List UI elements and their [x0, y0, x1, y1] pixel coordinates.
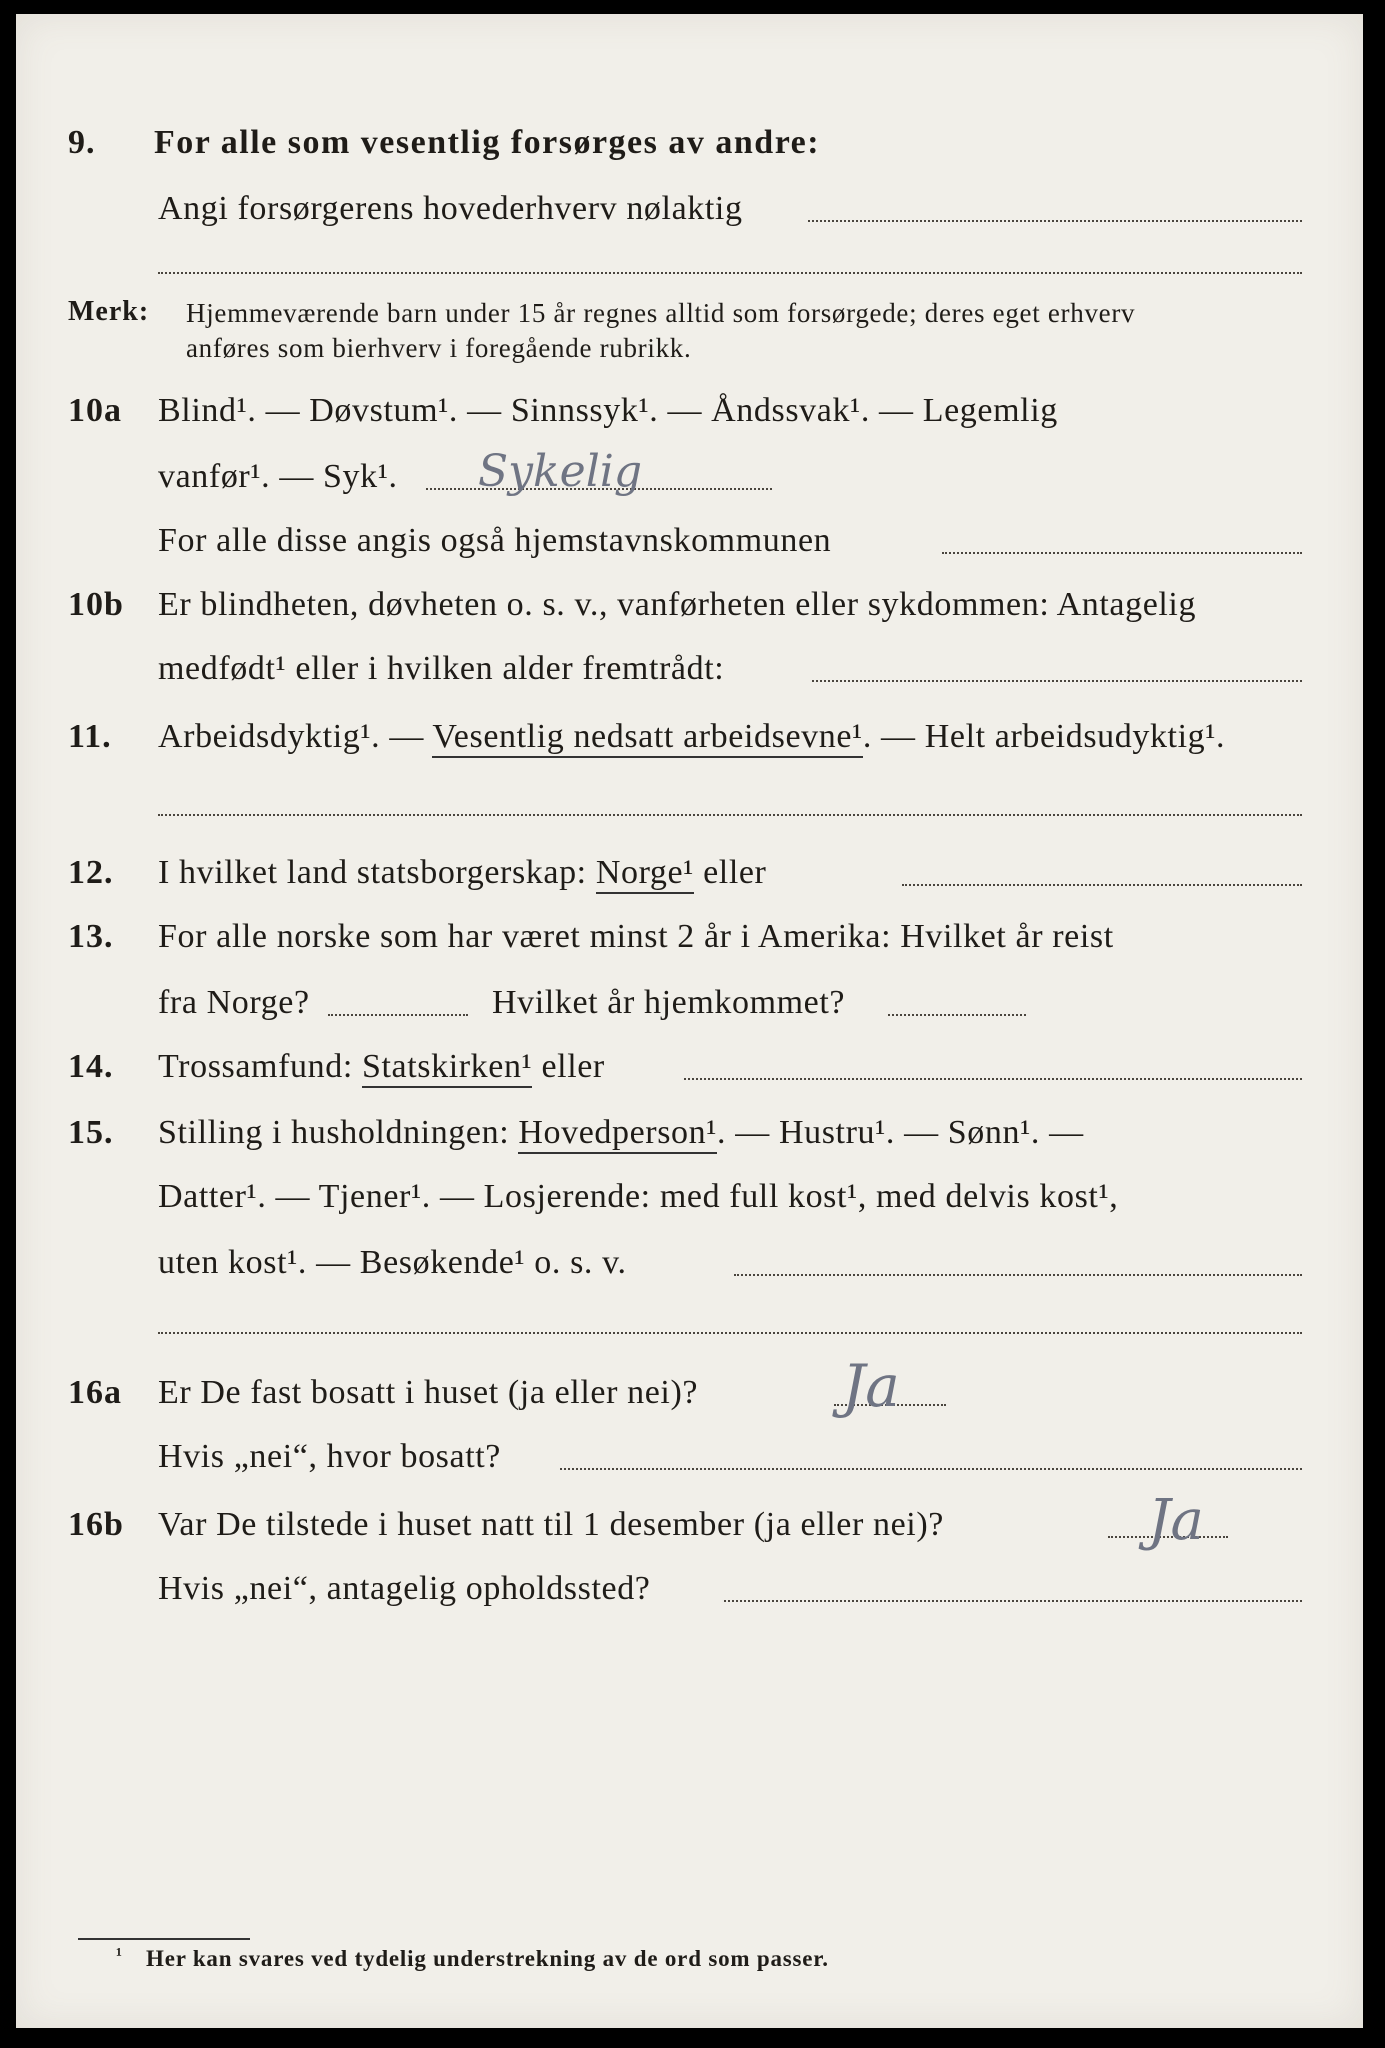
q10a-row3 [16, 518, 1363, 568]
q13-number: 13. [68, 918, 114, 955]
q15-answer-line[interactable] [734, 1274, 1302, 1276]
q16b-line2: Hvis „nei“, antagelig opholdssted? [158, 1570, 651, 1607]
q14-line [158, 1048, 605, 1086]
q11-number: 11. [68, 718, 112, 755]
q9-row2 [16, 186, 1363, 236]
q10b-row2 [16, 646, 1363, 696]
q13-reist-line[interactable] [328, 1014, 468, 1016]
q15-number: 15. [68, 1114, 114, 1151]
footnote-mark: ¹ [116, 1944, 122, 1966]
q16b-row2 [16, 1566, 1363, 1616]
q12-underlined-answer: Norge¹ [596, 854, 694, 894]
q10a-row2 [16, 446, 1363, 504]
q16b-opholdssted-line[interactable] [724, 1600, 1302, 1602]
q16a-row2 [16, 1434, 1363, 1484]
q12-suffix: eller [693, 854, 767, 891]
q9-extra-line[interactable] [158, 272, 1302, 274]
q15-line2: Datter¹. — Tjener¹. — Losjerende: med full kost¹, med delvis kost¹, [158, 1178, 1119, 1215]
q12-number: 12. [68, 854, 114, 891]
census-form-page [16, 14, 1363, 2028]
q16b-number: 16b [68, 1506, 124, 1543]
q13-row2 [16, 980, 1363, 1030]
q9-line1: For alle som vesentlig forsørges av andre: [154, 124, 821, 161]
q13-hjemkommet-line[interactable] [888, 1014, 1026, 1016]
q9-line2: Angi forsørgerens hovederhverv nølaktig [158, 190, 743, 227]
q14-number: 14. [68, 1048, 114, 1085]
q9-row [16, 120, 1363, 170]
q14-row [16, 1044, 1363, 1094]
q9-answer-line[interactable] [808, 220, 1302, 222]
q16a-line1: Er De fast bosatt i huset (ja eller nei)? [158, 1374, 699, 1411]
q16a-number: 16a [68, 1374, 122, 1411]
q11-underlined-answer: Vesentlig nedsatt arbeidsevne¹ [432, 718, 862, 758]
q10a-row [16, 388, 1363, 438]
q12-prefix: I hvilket land statsborgerskap: [158, 854, 596, 891]
q10b-row [16, 582, 1363, 632]
q10a-line3: For alle disse angis også hjemstavnskommunen [158, 522, 832, 559]
q13-row [16, 914, 1363, 964]
q12-answer-line[interactable] [902, 884, 1302, 886]
q15-line3: uten kost¹. — Besøkende¹ o. s. v. [158, 1244, 627, 1281]
q15-underlined-answer: Hovedperson¹ [518, 1114, 717, 1154]
q14-prefix: Trossamfund: [158, 1048, 362, 1085]
q10b-line1: Er blindheten, døvheten o. s. v., vanførheten eller sykdommen: Antagelig [158, 586, 1197, 623]
q10b-number: 10b [68, 586, 124, 623]
q16a-handwritten-answer: Ja [842, 1352, 900, 1420]
q16b-handwritten-answer: Ja [1148, 1488, 1204, 1553]
q10a-handwritten-answer: Sykelig [478, 446, 643, 497]
q15-row [16, 1110, 1363, 1160]
q13-line1: For alle norske som har været minst 2 år i Amerika: Hvilket år reist [158, 918, 1114, 955]
q16a-row [16, 1352, 1363, 1420]
q10a-number: 10a [68, 392, 122, 429]
q11-line [158, 718, 1225, 756]
q11-row [16, 714, 1363, 764]
q10b-answer-line[interactable] [812, 680, 1302, 682]
q14-answer-line[interactable] [684, 1078, 1302, 1080]
q11-extra-line[interactable] [158, 814, 1302, 816]
q10a-line1: Blind¹. — Døvstum¹. — Sinnssyk¹. — Åndssvak¹. — Legemlig [158, 392, 1058, 429]
q13-line2a: fra Norge? [158, 984, 310, 1021]
q15-row3 [16, 1240, 1363, 1290]
q11-part3: . — Helt arbeidsudyktig¹. [862, 718, 1226, 755]
q9-number: 9. [68, 124, 96, 161]
q15-line1-prefix: Stilling i husholdningen: [158, 1114, 519, 1151]
q13-line2b: Hvilket år hjemkommet? [492, 984, 846, 1021]
q15-extra-line[interactable] [158, 1332, 1302, 1334]
merk-row2 [16, 327, 1363, 377]
q10a-line2-prefix: vanfør¹. — Syk¹. [158, 458, 398, 495]
q15-line1-suffix: . — Hustru¹. — Sønn¹. — [717, 1114, 1084, 1151]
footnote-text: Her kan svares ved tydelig understrekning av de ord som passer. [146, 1946, 829, 1971]
q16a-line2: Hvis „nei“, hvor bosatt? [158, 1438, 501, 1475]
q12-row [16, 850, 1363, 900]
merk-label: Merk: [68, 296, 150, 327]
q16a-bosatt-line[interactable] [560, 1468, 1302, 1470]
q14-suffix: eller [532, 1048, 605, 1085]
merk-line1: Hjemmeværende barn under 15 år regnes alltid som forsørgede; deres eget erhverv [186, 298, 1136, 328]
q14-underlined-answer: Statskirken¹ [362, 1048, 532, 1088]
q10a-kommune-line[interactable] [942, 552, 1302, 554]
footnote-row [16, 1940, 1363, 1990]
q16b-line1: Var De tilstede i huset natt til 1 desember (ja eller nei)? [158, 1506, 944, 1543]
q12-line [158, 854, 766, 892]
q16b-row [16, 1488, 1363, 1553]
merk-line2: anføres som bierhverv i foregående rubrikk. [186, 333, 692, 363]
q11-part1: Arbeidsdyktig¹. — [158, 718, 433, 755]
q10b-line2: medfødt¹ eller i hvilken alder fremtrådt: [158, 650, 725, 687]
q15-line1 [158, 1114, 1084, 1152]
q15-row2 [16, 1174, 1363, 1224]
